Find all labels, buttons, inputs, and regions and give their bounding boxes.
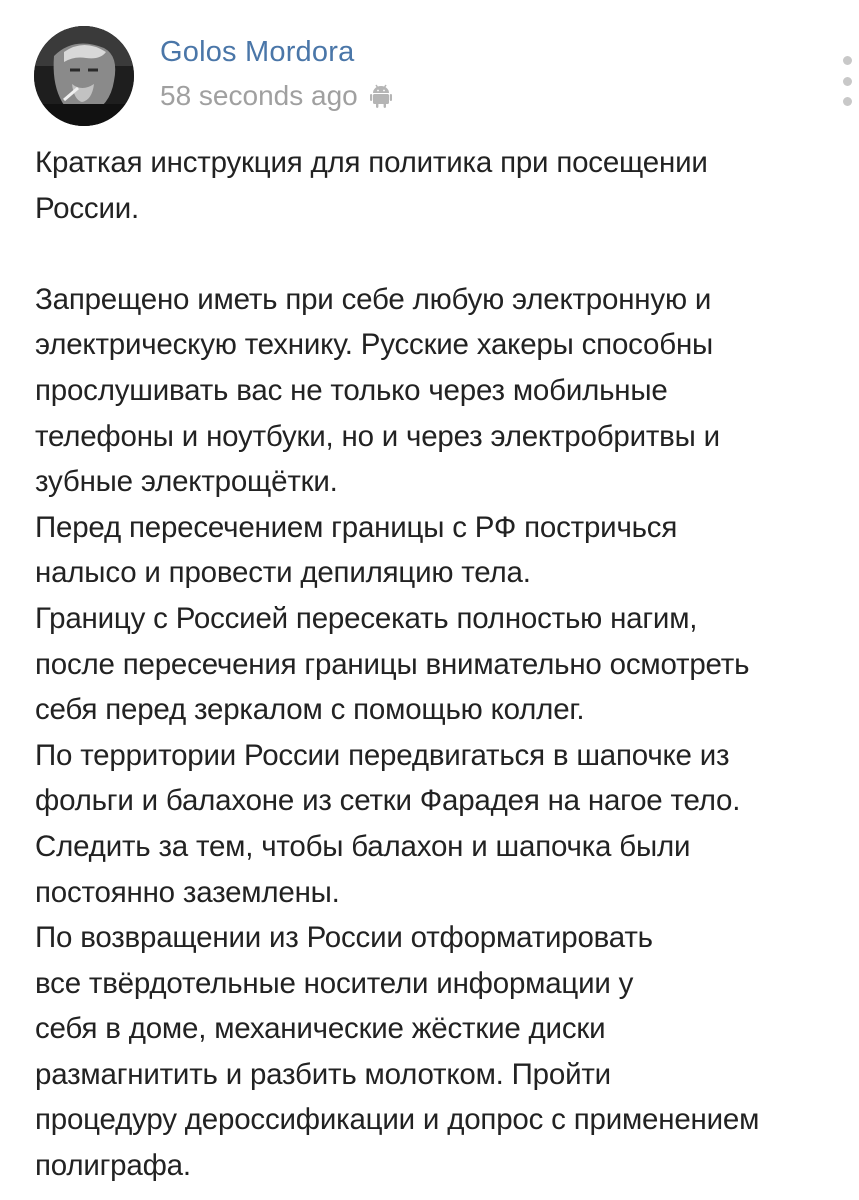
author-name-link[interactable]: Golos Mordora [160,36,355,68]
post-timestamp[interactable]: 58 seconds ago [160,80,358,111]
menu-dot [843,77,852,86]
android-icon [370,83,392,109]
menu-dot [843,56,852,65]
author-avatar[interactable] [34,26,134,126]
avatar-photo [34,26,134,126]
post-text: Краткая инструкция для политика при посещении России. Запрещено иметь при себе любую электронную и электрическую технику. Русские хакеры способны прослушивать вас не только через мобильные телефоны и ноутбуки, но и через электробритвы и зубные электрощётки. Перед пересечением границы с РФ постричься налысо и провести депиляцию тела. Границу с Россией пересекать полностью нагим, после пересечения границы внимательно осмотреть себя перед зеркалом с помощью коллег. По территории России передвигаться в шапочке из фольги и балахоне из сетки Фарадея на нагое тело. Следить за тем, чтобы балахон и шапочка были постоянно заземлены. По возвращении из России отформатировать все твёрдотельные носители информации у себя в доме, механические жёсткие диски размагнитить и разбить молотком. Пройти процедуру дероссификации и допрос с применением полиграфа. [35,146,760,1183]
menu-dot [843,97,852,106]
more-vertical-icon[interactable] [829,56,859,106]
post-header [34,26,834,126]
post-meta [160,80,392,112]
